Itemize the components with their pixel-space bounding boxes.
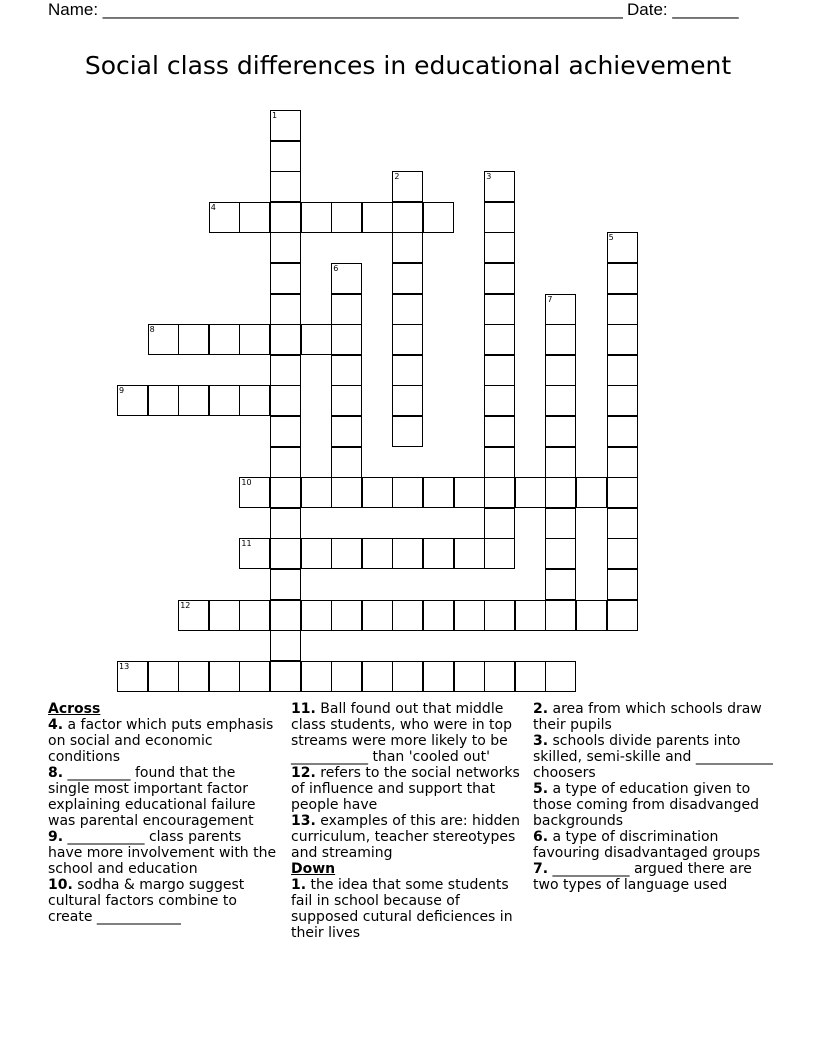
grid-cell[interactable] <box>392 416 423 447</box>
grid-cell[interactable] <box>209 202 240 233</box>
grid-cell[interactable] <box>607 447 638 478</box>
clue-across-4 <box>48 717 278 765</box>
clue-text: area from which schools draw their pupils <box>533 701 762 733</box>
grid-cell[interactable] <box>270 263 301 294</box>
clue-across-13 <box>291 813 526 861</box>
clue-down-7 <box>533 861 773 893</box>
grid-cell[interactable] <box>484 232 515 263</box>
clue-number: 9. <box>48 829 64 845</box>
grid-cell[interactable] <box>545 416 576 447</box>
grid-cell[interactable] <box>607 538 638 569</box>
clue-number-label: 2 <box>394 172 400 182</box>
grid-cell[interactable] <box>392 294 423 325</box>
grid-cell[interactable] <box>454 661 485 692</box>
clue-text: the idea that some students fail in school because of supposed cutural deficiences in their lives <box>291 877 513 941</box>
clue-text: a type of discrimination favouring disadvantaged groups <box>533 829 761 861</box>
clue-text: sodha & margo suggest cultural factors combine to create ____________ <box>48 877 245 925</box>
grid-cell[interactable] <box>392 202 423 233</box>
grid-cell[interactable] <box>270 630 301 661</box>
grid-cell[interactable] <box>270 171 301 202</box>
grid-cell[interactable] <box>270 294 301 325</box>
grid-cell[interactable] <box>392 600 423 631</box>
grid-cell[interactable] <box>484 600 515 631</box>
grid-cell[interactable] <box>484 294 515 325</box>
grid-cell[interactable] <box>423 661 454 692</box>
grid-cell[interactable] <box>301 202 332 233</box>
clue-text: refers to the social networks of influence and support that people have <box>291 765 520 813</box>
grid-cell[interactable] <box>362 661 393 692</box>
grid-cell[interactable] <box>607 294 638 325</box>
grid-cell[interactable] <box>545 294 576 325</box>
clue-down-3 <box>533 733 773 781</box>
grid-cell[interactable] <box>484 202 515 233</box>
grid-cell[interactable] <box>117 661 148 692</box>
clue-number-label: 12 <box>180 600 191 610</box>
grid-cell[interactable] <box>392 263 423 294</box>
grid-cell[interactable] <box>270 661 301 692</box>
grid-cell[interactable] <box>270 600 301 631</box>
grid-cell[interactable] <box>270 110 301 141</box>
grid-cell[interactable] <box>545 324 576 355</box>
grid-cell[interactable] <box>545 447 576 478</box>
grid-cell[interactable] <box>392 538 423 569</box>
grid-cell[interactable] <box>331 477 362 508</box>
grid-cell[interactable] <box>545 600 576 631</box>
grid-cell[interactable] <box>607 385 638 416</box>
clues-column-2 <box>291 701 526 941</box>
grid-cell[interactable] <box>148 385 179 416</box>
name-field: Name: _______________________________________________________ <box>48 0 623 19</box>
clue-number-label: 3 <box>486 172 492 182</box>
grid-cell[interactable] <box>545 538 576 569</box>
grid-cell[interactable] <box>331 263 362 294</box>
grid-cell[interactable] <box>331 600 362 631</box>
grid-cell[interactable] <box>331 202 362 233</box>
grid-cell[interactable] <box>484 416 515 447</box>
grid-cell[interactable] <box>148 324 179 355</box>
grid-cell[interactable] <box>362 538 393 569</box>
date-field: Date: _______ <box>627 0 739 19</box>
grid-cell[interactable] <box>484 508 515 539</box>
clue-number: 1. <box>291 877 307 893</box>
grid-cell[interactable] <box>545 508 576 539</box>
grid-cell[interactable] <box>454 538 485 569</box>
grid-cell[interactable] <box>239 477 270 508</box>
grid-cell[interactable] <box>484 324 515 355</box>
clue-text: a factor which puts emphasis on social and economic conditions <box>48 717 274 765</box>
grid-cell[interactable] <box>178 661 209 692</box>
grid-cell[interactable] <box>607 569 638 600</box>
clue-down-2 <box>533 701 773 733</box>
clue-number-label: 4 <box>210 202 216 212</box>
grid-cell[interactable] <box>392 171 423 202</box>
clue-across-8 <box>48 765 278 829</box>
grid-cell[interactable] <box>301 538 332 569</box>
grid-cell[interactable] <box>178 600 209 631</box>
grid-cell[interactable] <box>484 661 515 692</box>
clue-number-label: 9 <box>119 386 125 396</box>
clue-across-12 <box>291 765 526 813</box>
clue-down-5 <box>533 781 773 829</box>
grid-cell[interactable] <box>270 508 301 539</box>
grid-cell[interactable] <box>239 202 270 233</box>
grid-cell[interactable] <box>178 324 209 355</box>
clue-number: 8. <box>48 765 64 781</box>
clue-number: 10. <box>48 877 73 893</box>
grid-cell[interactable] <box>545 355 576 386</box>
clues-column-1 <box>48 701 278 925</box>
grid-cell[interactable] <box>423 477 454 508</box>
clue-text: a type of education given to those coming from disadvanged backgrounds <box>533 781 759 829</box>
grid-cell[interactable] <box>239 385 270 416</box>
grid-cell[interactable] <box>209 324 240 355</box>
clue-number: 11. <box>291 701 316 717</box>
clue-down-1 <box>291 877 526 941</box>
grid-cell[interactable] <box>331 385 362 416</box>
clue-number: 13. <box>291 813 316 829</box>
grid-cell[interactable] <box>270 232 301 263</box>
clue-number-label: 6 <box>333 264 339 273</box>
clue-text: _________ found that the single most important factor explaining educational failure was parental encouragement <box>48 765 256 829</box>
grid-cell[interactable] <box>239 600 270 631</box>
grid-cell[interactable] <box>270 477 301 508</box>
grid-cell[interactable] <box>392 232 423 263</box>
grid-cell[interactable] <box>484 355 515 386</box>
clue-number: 3. <box>533 733 549 749</box>
grid-cell[interactable] <box>484 263 515 294</box>
grid-cell[interactable] <box>423 538 454 569</box>
grid-cell[interactable] <box>423 600 454 631</box>
grid-cell[interactable] <box>239 661 270 692</box>
grid-cell[interactable] <box>607 263 638 294</box>
grid-cell[interactable] <box>239 324 270 355</box>
clue-text: schools divide parents into skilled, semi-skille and ___________ choosers <box>533 733 773 781</box>
down-heading: Down <box>291 861 336 877</box>
clue-text: Ball found out that middle class students, who were in top streams were more likely to be ___________ than 'cooled out' <box>291 701 512 765</box>
grid-cell[interactable] <box>331 538 362 569</box>
grid-cell[interactable] <box>362 477 393 508</box>
grid-cell[interactable] <box>607 508 638 539</box>
grid-cell[interactable] <box>545 569 576 600</box>
clue-number: 7. <box>533 861 549 877</box>
clue-across-9 <box>48 829 278 877</box>
grid-cell[interactable] <box>392 385 423 416</box>
grid-cell[interactable] <box>607 232 638 263</box>
grid-cell[interactable] <box>392 477 423 508</box>
grid-cell[interactable] <box>545 477 576 508</box>
grid-cell[interactable] <box>607 600 638 631</box>
grid-cell[interactable] <box>362 202 393 233</box>
clue-text: examples of this are: hidden curriculum, teacher stereotypes and streaming <box>291 813 521 861</box>
grid-cell[interactable] <box>270 569 301 600</box>
clue-number: 2. <box>533 701 549 717</box>
clue-across-10 <box>48 877 278 925</box>
grid-cell[interactable] <box>331 416 362 447</box>
grid-cell[interactable] <box>454 600 485 631</box>
grid-cell[interactable] <box>607 416 638 447</box>
grid-cell[interactable] <box>239 538 270 569</box>
grid-cell[interactable] <box>270 324 301 355</box>
across-heading: Across <box>48 701 101 717</box>
grid-cell[interactable] <box>301 324 332 355</box>
clue-across-11 <box>291 701 526 765</box>
clue-text: ___________ class parents have more involvement with the school and education <box>48 829 277 877</box>
grid-cell[interactable] <box>423 202 454 233</box>
grid-cell[interactable] <box>545 661 576 692</box>
grid-cell[interactable] <box>270 416 301 447</box>
grid-cell[interactable] <box>454 477 485 508</box>
grid-cell[interactable] <box>270 202 301 233</box>
clues-column-3 <box>533 701 773 893</box>
grid-cell[interactable] <box>392 661 423 692</box>
grid-cell[interactable] <box>331 355 362 386</box>
clue-number: 6. <box>533 829 549 845</box>
clue-down-6 <box>533 829 773 861</box>
grid-cell[interactable] <box>301 477 332 508</box>
grid-cell[interactable] <box>392 355 423 386</box>
clue-number: 12. <box>291 765 316 781</box>
grid-cell[interactable] <box>117 385 148 416</box>
grid-cell[interactable] <box>270 355 301 386</box>
clue-number-label: 10 <box>241 478 252 488</box>
grid-cell[interactable] <box>576 600 607 631</box>
grid-cell[interactable] <box>301 600 332 631</box>
grid-cell[interactable] <box>607 477 638 508</box>
grid-cell[interactable] <box>331 294 362 325</box>
grid-cell[interactable] <box>331 661 362 692</box>
grid-cell[interactable] <box>178 385 209 416</box>
grid-cell[interactable] <box>209 385 240 416</box>
grid-cell[interactable] <box>545 385 576 416</box>
clue-number-label: 1 <box>272 111 278 120</box>
grid-cell[interactable] <box>331 447 362 478</box>
grid-cell[interactable] <box>362 600 393 631</box>
clue-number-label: 11 <box>241 539 252 549</box>
grid-cell[interactable] <box>515 600 546 631</box>
clue-number-label: 8 <box>149 325 155 335</box>
grid-cell[interactable] <box>484 171 515 202</box>
clue-number-label: 13 <box>119 661 130 671</box>
grid-cell[interactable] <box>270 141 301 172</box>
clue-number: 5. <box>533 781 549 797</box>
clue-number: 4. <box>48 717 64 733</box>
grid-cell[interactable] <box>484 385 515 416</box>
grid-cell[interactable] <box>607 324 638 355</box>
clue-text: ___________ argued there are two types of language used <box>533 861 752 893</box>
clue-number-label: 7 <box>547 294 553 304</box>
clue-number-label: 5 <box>608 233 614 243</box>
grid-cell[interactable] <box>209 661 240 692</box>
grid-cell[interactable] <box>301 661 332 692</box>
grid-cell[interactable] <box>270 385 301 416</box>
grid-cell[interactable] <box>576 477 607 508</box>
grid-cell[interactable] <box>484 477 515 508</box>
grid-cell[interactable] <box>484 447 515 478</box>
grid-cell[interactable] <box>607 355 638 386</box>
grid-cell[interactable] <box>515 477 546 508</box>
grid-cell[interactable] <box>209 600 240 631</box>
grid-cell[interactable] <box>331 324 362 355</box>
grid-cell[interactable] <box>484 538 515 569</box>
grid-cell[interactable] <box>515 661 546 692</box>
grid-cell[interactable] <box>270 538 301 569</box>
grid-cell[interactable] <box>148 661 179 692</box>
grid-cell[interactable] <box>270 447 301 478</box>
grid-cell[interactable] <box>392 324 423 355</box>
page-title: Social class differences in educational achievement <box>84 51 732 80</box>
